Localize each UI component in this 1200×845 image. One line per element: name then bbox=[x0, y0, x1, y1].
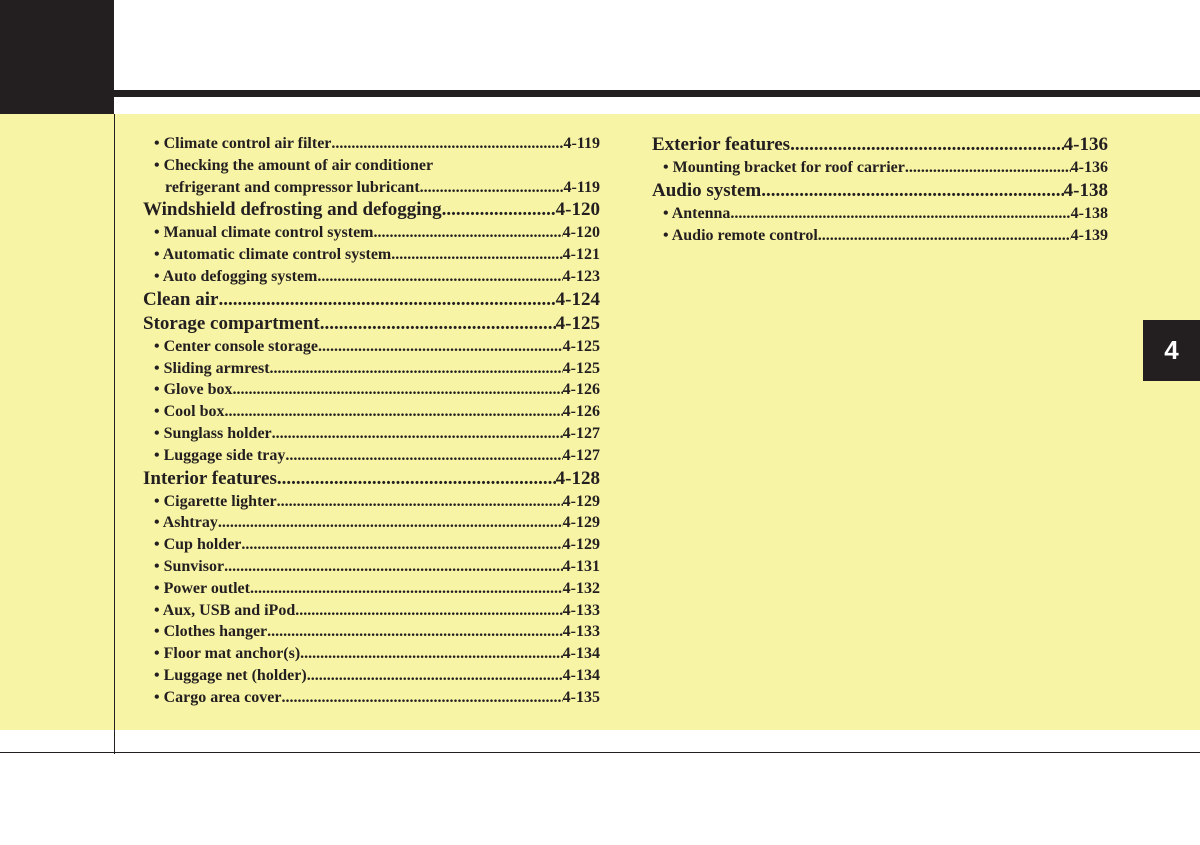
toc-dot-leader bbox=[277, 467, 556, 491]
toc-dot-leader bbox=[241, 534, 562, 556]
toc-entry-label: Audio system bbox=[652, 179, 762, 201]
toc-entry-label: • Manual climate control system bbox=[154, 224, 374, 242]
toc-dot-leader bbox=[267, 621, 563, 643]
toc-subsection-entry[interactable] bbox=[143, 643, 600, 665]
toc-entry-label: Exterior features bbox=[652, 134, 791, 155]
toc-entry-label: • Sunglass holder bbox=[154, 424, 272, 442]
toc-page-number: 4-134 bbox=[562, 645, 600, 663]
toc-dot-leader bbox=[420, 177, 564, 199]
toc-entry-label: Interior features bbox=[143, 467, 277, 489]
toc-dot-leader bbox=[300, 643, 563, 665]
toc-entry-label: • Checking the amount of air conditioner bbox=[154, 156, 434, 174]
toc-subsection-entry[interactable] bbox=[652, 157, 1108, 179]
toc-page-number: 4-133 bbox=[562, 623, 600, 641]
toc-subsection-entry[interactable] bbox=[143, 534, 600, 556]
toc-subsection-entry[interactable] bbox=[143, 266, 600, 288]
toc-page-number: 4-126 bbox=[562, 381, 600, 399]
toc-dot-leader bbox=[218, 512, 563, 534]
toc-dot-leader bbox=[761, 179, 1063, 203]
toc-dot-leader bbox=[225, 401, 563, 423]
toc-subsection-entry[interactable] bbox=[143, 556, 600, 578]
toc-page-number: 4-132 bbox=[562, 579, 600, 597]
toc-entry-label: • Luggage side tray bbox=[154, 446, 286, 464]
toc-subsection-entry[interactable] bbox=[143, 423, 600, 445]
toc-page-number: 4-120 bbox=[555, 199, 600, 221]
toc-entry-label: • Mounting bracket for roof carrier bbox=[663, 159, 905, 176]
toc-section-entry[interactable] bbox=[143, 467, 600, 491]
toc-page-number: 4-128 bbox=[555, 467, 600, 489]
toc-dot-leader bbox=[790, 133, 1064, 157]
toc-subsection-entry[interactable] bbox=[143, 133, 600, 155]
toc-section-entry[interactable] bbox=[143, 312, 600, 336]
toc-dot-leader bbox=[905, 157, 1071, 179]
toc-entry-label: Clean air bbox=[143, 288, 219, 310]
margin-rule bbox=[114, 114, 115, 754]
toc-section-entry[interactable] bbox=[143, 198, 600, 222]
toc-entry-label: • Aux, USB and iPod bbox=[154, 601, 296, 619]
toc-subsection-entry[interactable] bbox=[143, 687, 600, 709]
toc-subsection-entry[interactable] bbox=[143, 177, 600, 199]
toc-page-number: 4-135 bbox=[562, 688, 600, 706]
toc-subsection-entry[interactable] bbox=[143, 621, 600, 643]
toc-dot-leader bbox=[320, 312, 556, 336]
toc-subsection-entry[interactable] bbox=[143, 155, 600, 177]
toc-entry-label: • Cigarette lighter bbox=[154, 492, 277, 510]
toc-dot-leader bbox=[374, 222, 563, 244]
toc-dot-leader bbox=[270, 358, 563, 380]
toc-subsection-entry[interactable] bbox=[143, 244, 600, 266]
toc-entry-label: • Climate control air filter bbox=[154, 135, 332, 152]
toc-entry-label: • Luggage net (holder) bbox=[154, 666, 307, 684]
toc-page-number: 4-126 bbox=[562, 403, 600, 421]
toc-entry-label: • Center console storage bbox=[154, 337, 318, 355]
toc-page-number: 4-125 bbox=[562, 337, 600, 355]
toc-entry-label: • Glove box bbox=[154, 381, 233, 399]
toc-page-number: 4-129 bbox=[562, 492, 600, 510]
toc-subsection-entry[interactable] bbox=[143, 512, 600, 534]
toc-dot-leader bbox=[224, 556, 563, 578]
toc-page-number: 4-129 bbox=[562, 514, 600, 532]
toc-dot-leader bbox=[285, 445, 562, 467]
toc-entry-label: • Cup holder bbox=[154, 536, 242, 554]
toc-entry-label: • Auto defogging system bbox=[154, 267, 318, 285]
toc-dot-leader bbox=[295, 600, 562, 622]
toc-entry-label: • Ashtray bbox=[154, 514, 218, 532]
toc-entry-label: • Floor mat anchor(s) bbox=[154, 645, 301, 663]
toc-dot-leader bbox=[218, 288, 555, 312]
toc-page-number: 4-136 bbox=[1063, 134, 1108, 155]
toc-page-number: 4-131 bbox=[562, 557, 600, 575]
toc-page-number: 4-138 bbox=[1063, 179, 1108, 201]
toc-entry-label: Storage compartment bbox=[143, 312, 320, 334]
toc-subsection-entry[interactable] bbox=[143, 379, 600, 401]
toc-page-number: 4-138 bbox=[1070, 204, 1108, 222]
toc-subsection-entry[interactable] bbox=[652, 203, 1108, 225]
toc-page-number: 4-119 bbox=[563, 135, 600, 152]
toc-dot-leader bbox=[318, 336, 563, 358]
toc-entry-label: • Sunvisor bbox=[154, 557, 225, 575]
toc-subsection-entry[interactable] bbox=[143, 401, 600, 423]
toc-subsection-entry[interactable] bbox=[652, 225, 1108, 247]
chapter-corner-block bbox=[0, 0, 114, 114]
toc-subsection-entry[interactable] bbox=[143, 600, 600, 622]
toc-dot-leader bbox=[331, 133, 563, 155]
toc-section-entry[interactable] bbox=[652, 179, 1108, 203]
toc-page-number: 4-136 bbox=[1070, 159, 1108, 176]
toc-dot-leader bbox=[818, 225, 1071, 247]
toc-subsection-entry[interactable] bbox=[143, 665, 600, 687]
toc-subsection-entry[interactable] bbox=[143, 445, 600, 467]
toc-dot-leader bbox=[391, 244, 562, 266]
toc-dot-leader bbox=[442, 198, 556, 222]
toc-page-number: 4-121 bbox=[562, 246, 600, 264]
toc-dot-leader bbox=[281, 687, 562, 709]
toc-dot-leader bbox=[307, 665, 563, 687]
toc-entry-label: • Cool box bbox=[154, 403, 225, 421]
chapter-tab: 4 bbox=[1143, 320, 1200, 381]
toc-dot-leader bbox=[233, 379, 563, 401]
footer-rule bbox=[0, 752, 1200, 753]
toc-dot-leader bbox=[250, 578, 563, 600]
toc-entry-label: • Cargo area cover bbox=[154, 688, 282, 706]
toc-dot-leader bbox=[730, 203, 1070, 225]
toc-page-number: 4-123 bbox=[562, 267, 600, 285]
toc-subsection-entry[interactable] bbox=[143, 578, 600, 600]
toc-page-number: 4-119 bbox=[563, 178, 600, 196]
toc-entry-label: • Automatic climate control system bbox=[154, 246, 392, 264]
toc-page-number: 4-133 bbox=[562, 601, 600, 619]
toc-subsection-entry[interactable] bbox=[143, 222, 600, 244]
toc-entry-label: • Audio remote control bbox=[663, 226, 818, 244]
toc-left-column bbox=[143, 133, 600, 709]
toc-entry-label: • Sliding armrest bbox=[154, 359, 270, 377]
toc-dot-leader bbox=[272, 423, 563, 445]
toc-subsection-entry[interactable] bbox=[143, 358, 600, 380]
toc-page-number: 4-139 bbox=[1070, 226, 1108, 244]
toc-page-number: 4-127 bbox=[562, 446, 600, 464]
toc-page-number: 4-120 bbox=[562, 224, 600, 242]
toc-right-column bbox=[652, 133, 1108, 246]
toc-page-number: 4-125 bbox=[555, 312, 600, 334]
header-rule bbox=[114, 90, 1200, 97]
toc-page-number: 4-127 bbox=[562, 424, 600, 442]
toc-page-number: 4-134 bbox=[562, 666, 600, 684]
toc-section-entry[interactable] bbox=[143, 288, 600, 312]
toc-entry-label: • Clothes hanger bbox=[154, 623, 268, 641]
toc-subsection-entry[interactable] bbox=[143, 336, 600, 358]
toc-section-entry[interactable] bbox=[652, 133, 1108, 157]
toc-dot-leader bbox=[277, 491, 563, 513]
toc-page-number: 4-125 bbox=[562, 359, 600, 377]
toc-subsection-entry[interactable] bbox=[143, 491, 600, 513]
toc-entry-label: Windshield defrosting and defogging bbox=[143, 199, 442, 221]
toc-dot-leader bbox=[317, 266, 562, 288]
toc-entry-label: refrigerant and compressor lubricant bbox=[165, 178, 420, 196]
toc-entry-label: • Power outlet bbox=[154, 579, 250, 597]
toc-page-number: 4-124 bbox=[555, 288, 600, 310]
toc-entry-label: • Antenna bbox=[663, 204, 731, 222]
toc-page-number: 4-129 bbox=[562, 536, 600, 554]
